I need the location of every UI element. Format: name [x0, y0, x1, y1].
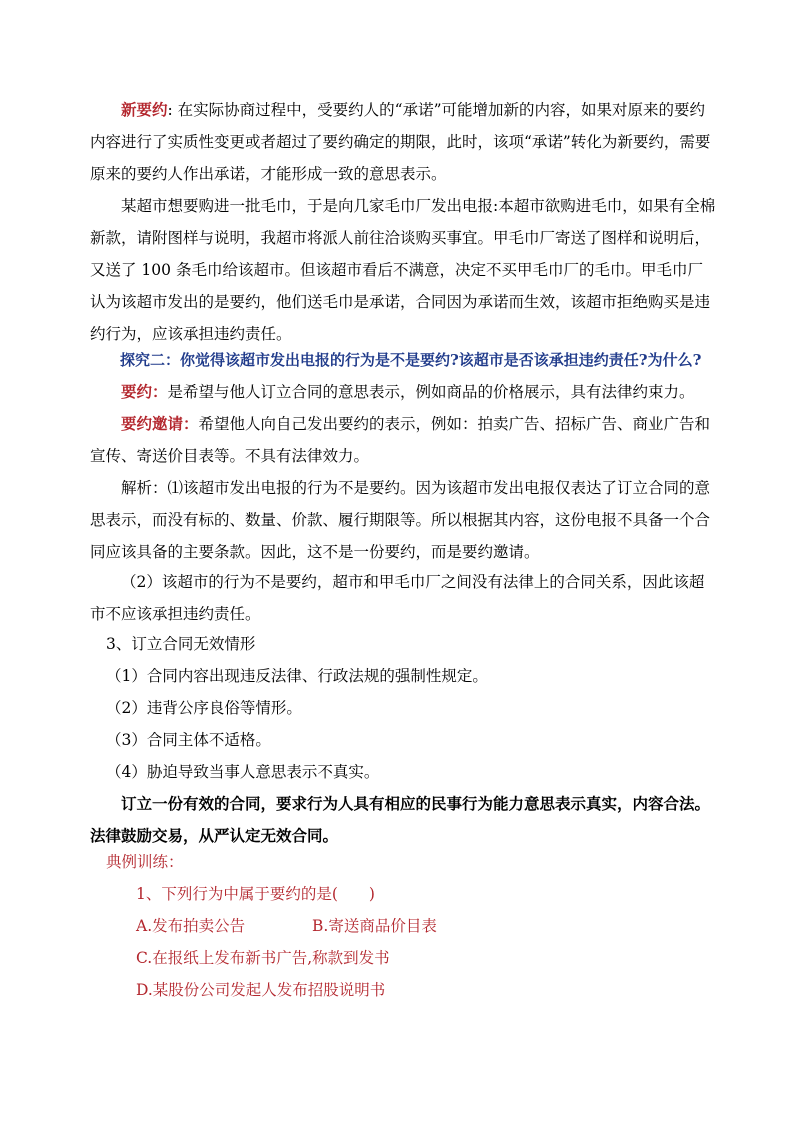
invitation-text: 希望他人向自己发出要约的表示，例如：拍卖广告、招标广告、商业广告和宣传、寄送价目表等。不具有法律效力。: [90, 415, 711, 465]
analysis-paragraph-2: （2）该超市的行为不是要约，超市和甲毛巾厂之间没有法律上的合同关系，因此该超市不应该承担违约责任。: [90, 573, 705, 623]
invalid-item-1: （1）合同内容出现违反法律、行政法规的强制性规定。: [106, 667, 488, 685]
inquiry-question: 探究二：你觉得该超市发出电报的行为是不是要约?该超市是否该承担违约责任?为什么?: [120, 351, 702, 369]
invalid-item-3: （3）合同主体不适格。: [106, 731, 271, 749]
offer-text: 是希望与他人订立合同的意思表示，例如商品的价格展示，具有法律约束力。: [167, 383, 695, 401]
offer-definition: [90, 376, 716, 408]
analysis-paragraph-1: 解析：⑴该超市发出电报的行为不是要约。因为该超市发出电报仅表达了订立合同的意思表示，而没有标的、数量、价款、履行期限等。所以根据其内容，这份电报不具备一个合同应该具备的主要条款。因此，这不是一份要约，而是要约邀请。: [90, 479, 711, 561]
invitation-definition: [90, 408, 716, 472]
option-c: C.在报纸上发布新书广告,称款到发书: [136, 949, 390, 967]
case-paragraph: 某超市想要购进一批毛巾，于是向几家毛巾厂发出电报:本超市欲购进毛巾，如果有全棉新款，请附图样与说明，我超市将派人前往洽谈购买事宜。甲毛巾厂寄送了图样和说明后，又送了 100 条毛巾给该超市。但该超市看后不满意，决定不买甲毛巾厂的毛巾。甲毛巾厂认为该超市发出的是要约，他们送毛巾是承诺，合同因为承诺而生效，该超市拒绝购买是违约行为，应该承担违约责任。: [90, 197, 716, 343]
option-a: A.发布拍卖公告: [136, 917, 246, 935]
new-offer-text: : 在实际协商过程中，受要约人的“承诺”可能增加新的内容，如果对原来的要约内容进行了实质性变更或者超过了要约确定的期限，此时，该项“承诺”转化为新要约，需要原来的要约人作出承诺，才能形成一致的意思表示。: [90, 101, 711, 183]
new-offer-label: 新要约: [121, 100, 168, 119]
invitation-label: 要约邀请：: [121, 414, 199, 433]
summary-paragraph: 订立一份有效的合同，要求行为人具有相应的民事行为能力意思表示真实，内容合法。法律鼓励交易，从严认定无效合同。: [90, 794, 711, 845]
option-d: D.某股份公司发起人发布招股说明书: [136, 981, 386, 999]
new-offer-paragraph: [90, 94, 716, 190]
practice-title: 典例训练：: [106, 853, 184, 871]
invalid-item-2: （2）违背公序良俗等情形。: [106, 699, 302, 717]
question-1: 1、下列行为中属于要约的是( ): [136, 885, 375, 903]
invalid-title: 3、订立合同无效情形: [106, 635, 256, 653]
invalid-item-4: （4）胁迫导致当事人意思表示不真实。: [106, 763, 380, 781]
option-b: B.寄送商品价目表: [312, 917, 437, 935]
offer-label: 要约：: [121, 382, 168, 401]
